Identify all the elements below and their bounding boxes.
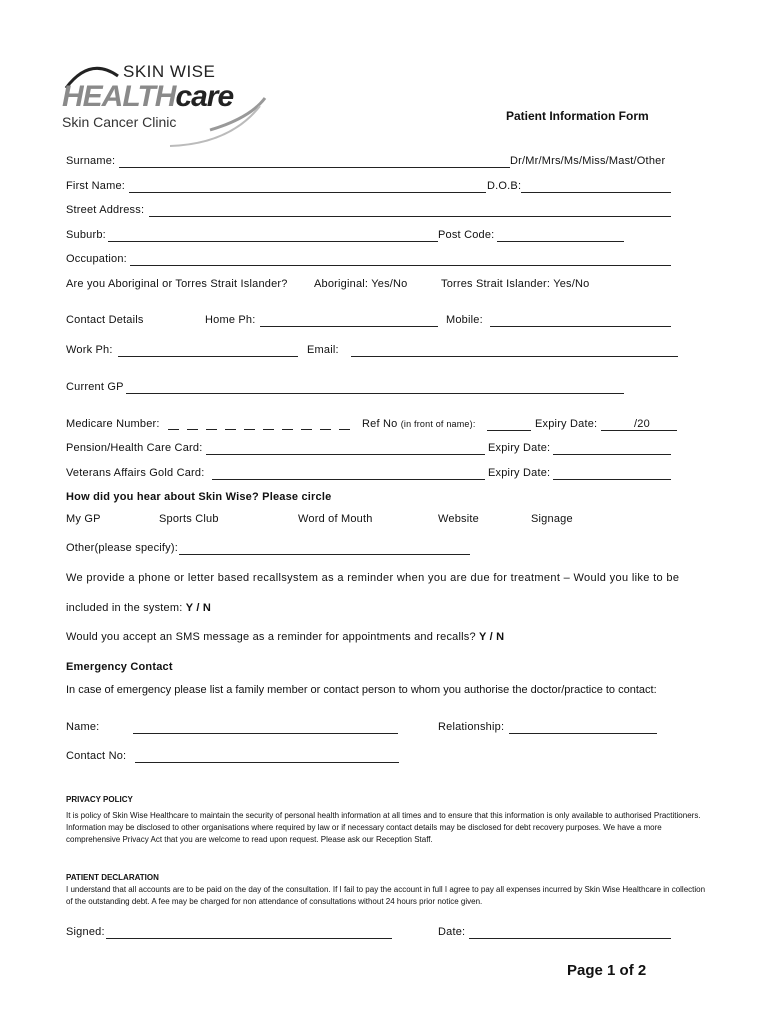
- surname-label: Surname:: [66, 155, 116, 167]
- medicare-expiry-label: Expiry Date:: [535, 418, 598, 430]
- emergency-contact-no-field[interactable]: [135, 762, 399, 763]
- street-address-field[interactable]: [149, 216, 671, 217]
- declaration-text: I understand that all accounts are to be paid on the day of the consultation. If I fail to pay the account in full I agree to pay all expenses incurred by Skin Wise Healthcare in collection of the outstanding debt. A fee may be charged for non attendance of consultations without 24 hours prior notice given.: [66, 885, 706, 906]
- logo-skin-wise: SKIN WISE: [123, 62, 216, 81]
- current-gp-field[interactable]: [126, 393, 624, 394]
- occupation-label: Occupation:: [66, 253, 127, 265]
- privacy-heading: PRIVACY POLICY: [66, 795, 133, 804]
- aboriginal-option[interactable]: Aboriginal: Yes/No: [314, 278, 408, 290]
- sms-yes-no[interactable]: Y / N: [479, 631, 505, 643]
- home-ph-field[interactable]: [260, 326, 438, 327]
- hear-option-signage[interactable]: Signage: [531, 513, 573, 525]
- hear-other-field[interactable]: [179, 554, 470, 555]
- patient-declaration: [66, 872, 706, 908]
- contact-details-label: Contact Details: [66, 314, 144, 326]
- pension-card-label: Pension/Health Care Card:: [66, 442, 203, 454]
- dob-field[interactable]: [521, 192, 671, 193]
- recall-text-line2: included in the system:: [66, 602, 183, 614]
- ref-no-label: Ref No: [362, 418, 398, 430]
- form-title: Patient Information Form: [506, 109, 649, 123]
- title-options[interactable]: Dr/Mr/Mrs/Ms/Miss/Mast/Other: [510, 155, 666, 167]
- pension-expiry-label: Expiry Date:: [488, 442, 551, 454]
- pension-expiry-field[interactable]: [553, 454, 671, 455]
- ref-no-note: (in front of name):: [400, 419, 476, 429]
- work-ph-field[interactable]: [118, 356, 298, 357]
- emergency-heading: Emergency Contact: [66, 661, 173, 673]
- hear-option-website[interactable]: Website: [438, 513, 479, 525]
- first-name-label: First Name:: [66, 180, 126, 192]
- relationship-label: Relationship:: [438, 721, 505, 733]
- privacy-policy: [66, 794, 706, 846]
- email-field[interactable]: [351, 356, 678, 357]
- medicare-expiry-suffix: /20: [634, 418, 650, 430]
- street-address-label: Street Address:: [66, 204, 145, 216]
- hear-option-sports-club[interactable]: Sports Club: [159, 513, 219, 525]
- signed-label: Signed:: [66, 926, 105, 938]
- clinic-logo: [60, 58, 270, 148]
- hear-heading: How did you hear about Skin Wise? Please circle: [66, 491, 332, 503]
- relationship-field[interactable]: [509, 733, 657, 734]
- declaration-heading: PATIENT DECLARATION: [66, 873, 159, 882]
- dob-label: D.O.B:: [487, 180, 522, 192]
- medicare-expiry-field[interactable]: [601, 430, 677, 431]
- surname-field[interactable]: [119, 167, 510, 168]
- veterans-expiry-label: Expiry Date:: [488, 467, 551, 479]
- mobile-field[interactable]: [490, 326, 671, 327]
- occupation-field[interactable]: [130, 265, 671, 266]
- suburb-label: Suburb:: [66, 229, 106, 241]
- hear-option-my-gp[interactable]: My GP: [66, 513, 101, 525]
- signature-field[interactable]: [106, 938, 392, 939]
- veterans-card-field[interactable]: [212, 479, 485, 480]
- recall-yes-no[interactable]: Y / N: [185, 602, 212, 614]
- home-ph-label: Home Ph:: [205, 314, 256, 326]
- first-name-field[interactable]: [129, 192, 486, 193]
- sms-question: Would you accept an SMS message as a reminder for appointments and recalls?: [66, 631, 476, 643]
- veterans-card-label: Veterans Affairs Gold Card:: [66, 467, 205, 479]
- medicare-label: Medicare Number:: [66, 418, 160, 430]
- hear-option-word-of-mouth[interactable]: Word of Mouth: [298, 513, 373, 525]
- logo-skin-cancer-clinic: Skin Cancer Clinic: [62, 114, 177, 130]
- emergency-intro: In case of emergency please list a family member or contact person to whom you authorise the doctor/practice to contact:: [66, 684, 657, 696]
- current-gp-label: Current GP: [66, 381, 124, 393]
- recall-text-line1: We provide a phone or letter based recallsystem as a reminder when you are due for treatment – Would you like to be: [66, 572, 680, 584]
- emergency-name-label: Name:: [66, 721, 100, 733]
- veterans-expiry-field[interactable]: [553, 479, 671, 480]
- pension-card-field[interactable]: [206, 454, 485, 455]
- emergency-name-field[interactable]: [133, 733, 398, 734]
- privacy-text: It is policy of Skin Wise Healthcare to maintain the security of personal health information at all times and to ensure that this information is only available to authorised Practitioners. Information may be disclosed to other organisations where required by law or if necessary contact details may be disclosed for debt recovery purposes. We have a more comprehensive Privacy Act that you are welcome to read upon request. Please ask our Reception Staff.: [66, 811, 701, 844]
- ref-no-field[interactable]: [487, 430, 531, 431]
- logo-care: care: [175, 80, 234, 113]
- suburb-field[interactable]: [108, 241, 438, 242]
- mobile-label: Mobile:: [446, 314, 483, 326]
- torres-strait-option[interactable]: Torres Strait Islander: Yes/No: [441, 278, 590, 290]
- date-field[interactable]: [469, 938, 671, 939]
- post-code-field[interactable]: [497, 241, 624, 242]
- work-ph-label: Work Ph:: [66, 344, 113, 356]
- date-label: Date:: [438, 926, 466, 938]
- email-label: Email:: [307, 344, 339, 356]
- aboriginal-question: Are you Aboriginal or Torres Strait Islander?: [66, 278, 288, 290]
- medicare-digit-boxes[interactable]: [166, 418, 360, 431]
- post-code-label: Post Code:: [438, 229, 495, 241]
- logo-health: HEALTH: [62, 80, 176, 113]
- emergency-contact-no-label: Contact No:: [66, 750, 127, 762]
- page-number: Page 1 of 2: [567, 962, 647, 979]
- hear-other-label: Other(please specify):: [66, 542, 178, 554]
